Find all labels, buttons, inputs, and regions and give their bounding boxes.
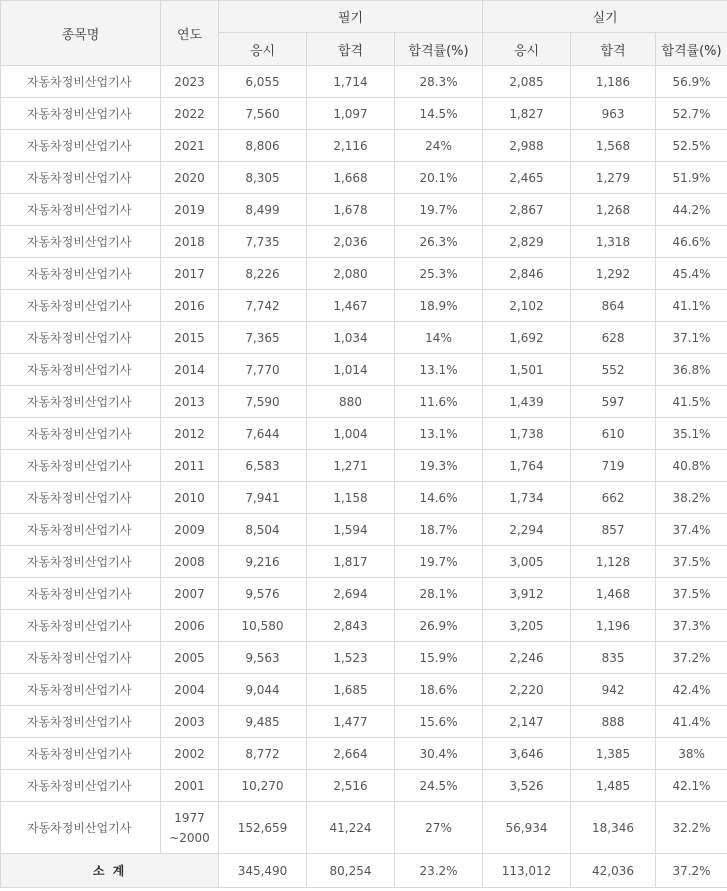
cell-written-apply: 7,644 [219, 418, 307, 450]
cell-practical-apply: 2,867 [483, 194, 571, 226]
header-written-apply: 응시 [219, 33, 307, 66]
table-row [1, 130, 727, 162]
table-row [1, 514, 727, 546]
cell-written-pass: 1,467 [307, 290, 395, 322]
cell-practical-rate: 37.2% [656, 642, 727, 674]
table-row [1, 802, 727, 854]
cell-practical-pass: 1,128 [571, 546, 656, 578]
cell-year: 2010 [161, 482, 219, 514]
table-row [1, 482, 727, 514]
cell-written-apply: 8,772 [219, 738, 307, 770]
total-written-apply: 345,490 [219, 854, 307, 888]
cell-practical-rate: 51.9% [656, 162, 727, 194]
table-row [1, 642, 727, 674]
cell-practical-pass: 1,485 [571, 770, 656, 802]
cell-practical-pass: 864 [571, 290, 656, 322]
cell-written-pass: 2,116 [307, 130, 395, 162]
table-row [1, 386, 727, 418]
cell-written-pass: 1,668 [307, 162, 395, 194]
cell-written-pass: 2,664 [307, 738, 395, 770]
cell-written-apply: 9,044 [219, 674, 307, 706]
table-row [1, 450, 727, 482]
cell-item-name: 자동차정비산업기사 [1, 162, 161, 194]
cell-practical-apply: 1,734 [483, 482, 571, 514]
cell-practical-apply: 3,912 [483, 578, 571, 610]
cell-written-rate: 14% [395, 322, 483, 354]
cell-written-apply: 8,226 [219, 258, 307, 290]
cell-practical-apply: 2,829 [483, 226, 571, 258]
cell-written-rate: 26.9% [395, 610, 483, 642]
cell-written-pass: 1,685 [307, 674, 395, 706]
cell-written-rate: 25.3% [395, 258, 483, 290]
cell-item-name: 자동차정비산업기사 [1, 546, 161, 578]
cell-item-name: 자동차정비산업기사 [1, 482, 161, 514]
cell-practical-apply: 2,246 [483, 642, 571, 674]
cell-year: 1977 ~2000 [161, 802, 219, 854]
cell-practical-rate: 37.3% [656, 610, 727, 642]
cell-practical-apply: 3,005 [483, 546, 571, 578]
table-row [1, 290, 727, 322]
header-item-name: 종목명 [1, 1, 161, 66]
cell-item-name: 자동차정비산업기사 [1, 450, 161, 482]
cell-written-apply: 7,365 [219, 322, 307, 354]
cell-written-apply: 6,583 [219, 450, 307, 482]
cell-practical-rate: 46.6% [656, 226, 727, 258]
table-row [1, 706, 727, 738]
cell-written-rate: 18.7% [395, 514, 483, 546]
cell-year: 2021 [161, 130, 219, 162]
cell-written-rate: 15.9% [395, 642, 483, 674]
cell-practical-rate: 52.5% [656, 130, 727, 162]
cell-practical-pass: 1,196 [571, 610, 656, 642]
cell-item-name: 자동차정비산업기사 [1, 386, 161, 418]
cell-practical-apply: 2,988 [483, 130, 571, 162]
cell-practical-apply: 3,646 [483, 738, 571, 770]
table-row [1, 322, 727, 354]
cell-written-pass: 1,477 [307, 706, 395, 738]
cell-year: 2015 [161, 322, 219, 354]
table-body [1, 66, 727, 854]
cell-practical-rate: 37.4% [656, 514, 727, 546]
cell-item-name: 자동차정비산업기사 [1, 194, 161, 226]
cell-written-apply: 152,659 [219, 802, 307, 854]
total-written-pass: 80,254 [307, 854, 395, 888]
cell-practical-rate: 38.2% [656, 482, 727, 514]
table-row [1, 226, 727, 258]
cell-practical-apply: 3,526 [483, 770, 571, 802]
cell-practical-rate: 36.8% [656, 354, 727, 386]
cell-item-name: 자동차정비산업기사 [1, 130, 161, 162]
cell-written-rate: 19.3% [395, 450, 483, 482]
table-row [1, 674, 727, 706]
cell-practical-pass: 888 [571, 706, 656, 738]
cell-practical-rate: 32.2% [656, 802, 727, 854]
total-written-rate: 23.2% [395, 854, 483, 888]
cell-practical-pass: 18,346 [571, 802, 656, 854]
cell-written-rate: 27% [395, 802, 483, 854]
cell-item-name: 자동차정비산업기사 [1, 258, 161, 290]
cell-year: 2011 [161, 450, 219, 482]
cell-written-rate: 13.1% [395, 418, 483, 450]
cell-year: 2017 [161, 258, 219, 290]
cell-practical-pass: 1,279 [571, 162, 656, 194]
cell-year: 2002 [161, 738, 219, 770]
cell-written-rate: 14.6% [395, 482, 483, 514]
cell-item-name: 자동차정비산업기사 [1, 226, 161, 258]
cell-written-apply: 6,055 [219, 66, 307, 98]
cell-practical-pass: 1,568 [571, 130, 656, 162]
header-practical-rate: 합격률(%) [656, 33, 727, 66]
header-year: 연도 [161, 1, 219, 66]
table-header [1, 1, 727, 66]
table-row [1, 194, 727, 226]
cell-written-rate: 28.1% [395, 578, 483, 610]
cell-practical-apply: 56,934 [483, 802, 571, 854]
cell-year: 2005 [161, 642, 219, 674]
cell-practical-pass: 942 [571, 674, 656, 706]
cell-practical-apply: 2,294 [483, 514, 571, 546]
cell-item-name: 자동차정비산업기사 [1, 514, 161, 546]
cell-item-name: 자동차정비산업기사 [1, 418, 161, 450]
total-practical-rate: 37.2% [656, 854, 727, 888]
cell-written-rate: 24.5% [395, 770, 483, 802]
cell-practical-rate: 37.5% [656, 578, 727, 610]
cell-practical-apply: 3,205 [483, 610, 571, 642]
cell-written-apply: 8,305 [219, 162, 307, 194]
cell-practical-pass: 857 [571, 514, 656, 546]
cell-item-name: 자동차정비산업기사 [1, 706, 161, 738]
cell-item-name: 자동차정비산업기사 [1, 354, 161, 386]
cell-practical-pass: 835 [571, 642, 656, 674]
total-row [1, 854, 727, 888]
cell-practical-pass: 597 [571, 386, 656, 418]
cell-practical-rate: 41.5% [656, 386, 727, 418]
cell-written-apply: 9,216 [219, 546, 307, 578]
cell-practical-rate: 44.2% [656, 194, 727, 226]
header-written: 필기 [219, 1, 483, 33]
cell-item-name: 자동차정비산업기사 [1, 290, 161, 322]
cell-written-pass: 1,678 [307, 194, 395, 226]
cell-year: 2004 [161, 674, 219, 706]
cell-written-apply: 9,576 [219, 578, 307, 610]
cell-practical-pass: 1,318 [571, 226, 656, 258]
cell-practical-rate: 45.4% [656, 258, 727, 290]
cell-practical-rate: 38% [656, 738, 727, 770]
cell-practical-pass: 1,385 [571, 738, 656, 770]
cell-written-apply: 8,499 [219, 194, 307, 226]
cell-practical-pass: 1,468 [571, 578, 656, 610]
cell-practical-rate: 37.1% [656, 322, 727, 354]
cell-written-rate: 15.6% [395, 706, 483, 738]
cell-written-pass: 1,714 [307, 66, 395, 98]
cell-year: 2013 [161, 386, 219, 418]
cell-practical-rate: 37.5% [656, 546, 727, 578]
table-row [1, 738, 727, 770]
cell-year: 2006 [161, 610, 219, 642]
cell-written-apply: 10,580 [219, 610, 307, 642]
cell-practical-rate: 56.9% [656, 66, 727, 98]
table-row [1, 258, 727, 290]
cell-practical-rate: 41.4% [656, 706, 727, 738]
cell-year: 2018 [161, 226, 219, 258]
cell-practical-pass: 1,268 [571, 194, 656, 226]
cell-written-apply: 7,590 [219, 386, 307, 418]
cell-practical-apply: 2,102 [483, 290, 571, 322]
cell-year: 2023 [161, 66, 219, 98]
cell-practical-rate: 41.1% [656, 290, 727, 322]
cell-written-pass: 1,271 [307, 450, 395, 482]
cell-year: 2020 [161, 162, 219, 194]
cell-item-name: 자동차정비산업기사 [1, 98, 161, 130]
cell-written-pass: 1,097 [307, 98, 395, 130]
total-label: 소 계 [1, 854, 219, 888]
cell-written-apply: 9,485 [219, 706, 307, 738]
table-row [1, 98, 727, 130]
header-practical-apply: 응시 [483, 33, 571, 66]
cell-year: 2009 [161, 514, 219, 546]
cell-year: 2008 [161, 546, 219, 578]
table-row [1, 66, 727, 98]
cell-practical-apply: 2,220 [483, 674, 571, 706]
cell-written-apply: 7,735 [219, 226, 307, 258]
cell-year: 2019 [161, 194, 219, 226]
table-row [1, 578, 727, 610]
cell-written-apply: 8,504 [219, 514, 307, 546]
cell-written-pass: 1,817 [307, 546, 395, 578]
cell-practical-rate: 40.8% [656, 450, 727, 482]
cell-written-rate: 13.1% [395, 354, 483, 386]
cell-written-pass: 1,004 [307, 418, 395, 450]
cell-practical-apply: 2,465 [483, 162, 571, 194]
table-row [1, 610, 727, 642]
cell-written-pass: 1,034 [307, 322, 395, 354]
cell-written-rate: 26.3% [395, 226, 483, 258]
header-written-rate: 합격률(%) [395, 33, 483, 66]
cell-practical-pass: 1,186 [571, 66, 656, 98]
cell-practical-apply: 1,827 [483, 98, 571, 130]
cell-year: 2001 [161, 770, 219, 802]
cell-item-name: 자동차정비산업기사 [1, 738, 161, 770]
cell-practical-pass: 1,292 [571, 258, 656, 290]
header-written-pass: 합격 [307, 33, 395, 66]
cell-written-rate: 11.6% [395, 386, 483, 418]
cell-year: 2016 [161, 290, 219, 322]
cell-practical-rate: 52.7% [656, 98, 727, 130]
cell-written-apply: 7,770 [219, 354, 307, 386]
cell-written-pass: 1,014 [307, 354, 395, 386]
cell-year: 2007 [161, 578, 219, 610]
cell-practical-rate: 42.4% [656, 674, 727, 706]
cell-written-apply: 8,806 [219, 130, 307, 162]
cell-written-pass: 880 [307, 386, 395, 418]
table-row [1, 546, 727, 578]
cell-written-rate: 20.1% [395, 162, 483, 194]
cell-written-apply: 7,941 [219, 482, 307, 514]
cell-year: 2003 [161, 706, 219, 738]
cell-practical-apply: 1,764 [483, 450, 571, 482]
cell-written-rate: 28.3% [395, 66, 483, 98]
cell-practical-rate: 42.1% [656, 770, 727, 802]
cell-written-pass: 2,516 [307, 770, 395, 802]
cell-written-apply: 7,742 [219, 290, 307, 322]
cell-item-name: 자동차정비산업기사 [1, 66, 161, 98]
cell-written-rate: 14.5% [395, 98, 483, 130]
cell-practical-pass: 963 [571, 98, 656, 130]
cell-practical-apply: 1,738 [483, 418, 571, 450]
cell-practical-pass: 628 [571, 322, 656, 354]
cell-item-name: 자동차정비산업기사 [1, 610, 161, 642]
total-practical-apply: 113,012 [483, 854, 571, 888]
cell-practical-apply: 2,085 [483, 66, 571, 98]
cell-item-name: 자동차정비산업기사 [1, 578, 161, 610]
cell-written-pass: 1,594 [307, 514, 395, 546]
table-footer [1, 854, 727, 888]
cell-item-name: 자동차정비산업기사 [1, 770, 161, 802]
cell-year: 2012 [161, 418, 219, 450]
cell-practical-apply: 1,439 [483, 386, 571, 418]
cell-item-name: 자동차정비산업기사 [1, 322, 161, 354]
cell-written-rate: 24% [395, 130, 483, 162]
table-row [1, 770, 727, 802]
cell-written-apply: 7,560 [219, 98, 307, 130]
cell-practical-apply: 1,501 [483, 354, 571, 386]
cell-written-rate: 19.7% [395, 194, 483, 226]
cell-written-rate: 18.9% [395, 290, 483, 322]
cell-practical-apply: 2,846 [483, 258, 571, 290]
cell-written-apply: 9,563 [219, 642, 307, 674]
cell-written-pass: 2,843 [307, 610, 395, 642]
cell-written-pass: 41,224 [307, 802, 395, 854]
cell-year: 2014 [161, 354, 219, 386]
cell-item-name: 자동차정비산업기사 [1, 674, 161, 706]
total-practical-pass: 42,036 [571, 854, 656, 888]
cell-written-pass: 2,036 [307, 226, 395, 258]
table-row [1, 418, 727, 450]
cell-practical-apply: 2,147 [483, 706, 571, 738]
table-row [1, 354, 727, 386]
cell-practical-pass: 662 [571, 482, 656, 514]
cell-written-pass: 1,158 [307, 482, 395, 514]
cell-item-name: 자동차정비산업기사 [1, 642, 161, 674]
cell-written-rate: 19.7% [395, 546, 483, 578]
cell-practical-pass: 719 [571, 450, 656, 482]
header-practical: 실기 [483, 1, 727, 33]
header-practical-pass: 합격 [571, 33, 656, 66]
cell-written-rate: 18.6% [395, 674, 483, 706]
cell-written-rate: 30.4% [395, 738, 483, 770]
cell-written-pass: 2,080 [307, 258, 395, 290]
cell-practical-rate: 35.1% [656, 418, 727, 450]
cell-year: 2022 [161, 98, 219, 130]
cell-practical-pass: 552 [571, 354, 656, 386]
cell-written-pass: 2,694 [307, 578, 395, 610]
table-row [1, 162, 727, 194]
cell-item-name: 자동차정비산업기사 [1, 802, 161, 854]
cell-practical-apply: 1,692 [483, 322, 571, 354]
cell-practical-pass: 610 [571, 418, 656, 450]
cell-written-pass: 1,523 [307, 642, 395, 674]
cell-written-apply: 10,270 [219, 770, 307, 802]
